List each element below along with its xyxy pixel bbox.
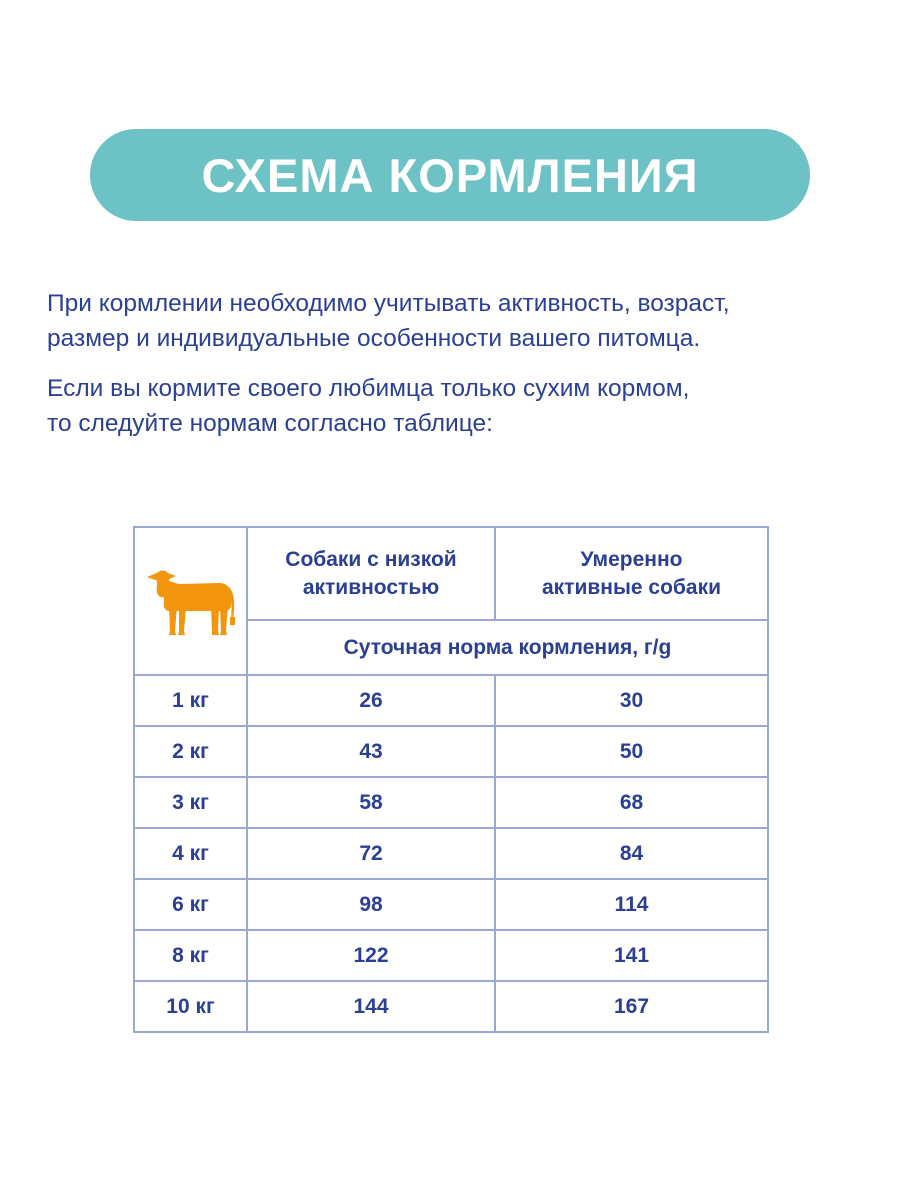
moderate-activity-value: 114 xyxy=(495,879,768,930)
intro-line-1: При кормлении необходимо учитывать активность, возраст, xyxy=(47,290,730,317)
low-activity-value: 122 xyxy=(247,930,495,981)
moderate-activity-value: 84 xyxy=(495,828,768,879)
calf-icon xyxy=(145,563,237,639)
daily-norm-header: Суточная норма кормления, г/g xyxy=(247,620,768,675)
weight-cell: 3 кг xyxy=(134,777,247,828)
low-activity-value: 26 xyxy=(247,675,495,726)
table-row xyxy=(134,828,768,879)
weight-cell: 6 кг xyxy=(134,879,247,930)
weight-cell: 4 кг xyxy=(134,828,247,879)
page-title: СХЕМА КОРМЛЕНИЯ xyxy=(201,148,699,202)
moderate-activity-value: 68 xyxy=(495,777,768,828)
table-row xyxy=(134,726,768,777)
table-row xyxy=(134,777,768,828)
table-row xyxy=(134,930,768,981)
col-header-moderate-activity xyxy=(495,527,768,620)
weight-cell: 1 кг xyxy=(134,675,247,726)
intro-text xyxy=(47,286,857,441)
col-header-moderate-line2: активные собаки xyxy=(541,575,721,599)
col-header-low-line2: активностью xyxy=(302,575,440,599)
low-activity-value: 72 xyxy=(247,828,495,879)
table-row xyxy=(134,981,768,1032)
low-activity-value: 98 xyxy=(247,879,495,930)
intro-paragraph-2 xyxy=(47,371,840,441)
intro-line-3: Если вы кормите своего любимца только сухим кормом, xyxy=(47,375,690,402)
low-activity-value: 144 xyxy=(247,981,495,1032)
table-row xyxy=(134,879,768,930)
low-activity-value: 43 xyxy=(247,726,495,777)
intro-line-2: размер и индивидуальные особенности вашего питомца. xyxy=(47,325,701,352)
title-banner xyxy=(90,129,810,221)
col-header-moderate-line1: Умеренно xyxy=(580,547,683,571)
weight-cell: 10 кг xyxy=(134,981,247,1032)
moderate-activity-value: 50 xyxy=(495,726,768,777)
feeding-table xyxy=(133,526,769,1033)
moderate-activity-value: 30 xyxy=(495,675,768,726)
moderate-activity-value: 167 xyxy=(495,981,768,1032)
intro-line-4: то следуйте нормам согласно таблице: xyxy=(47,410,493,437)
weight-cell: 2 кг xyxy=(134,726,247,777)
col-header-low-line1: Собаки с низкой xyxy=(285,547,457,571)
moderate-activity-value: 141 xyxy=(495,930,768,981)
low-activity-value: 58 xyxy=(247,777,495,828)
icon-cell xyxy=(134,527,247,675)
table-row xyxy=(134,675,768,726)
col-header-low-activity xyxy=(247,527,495,620)
intro-paragraph-1 xyxy=(47,286,857,356)
weight-cell: 8 кг xyxy=(134,930,247,981)
